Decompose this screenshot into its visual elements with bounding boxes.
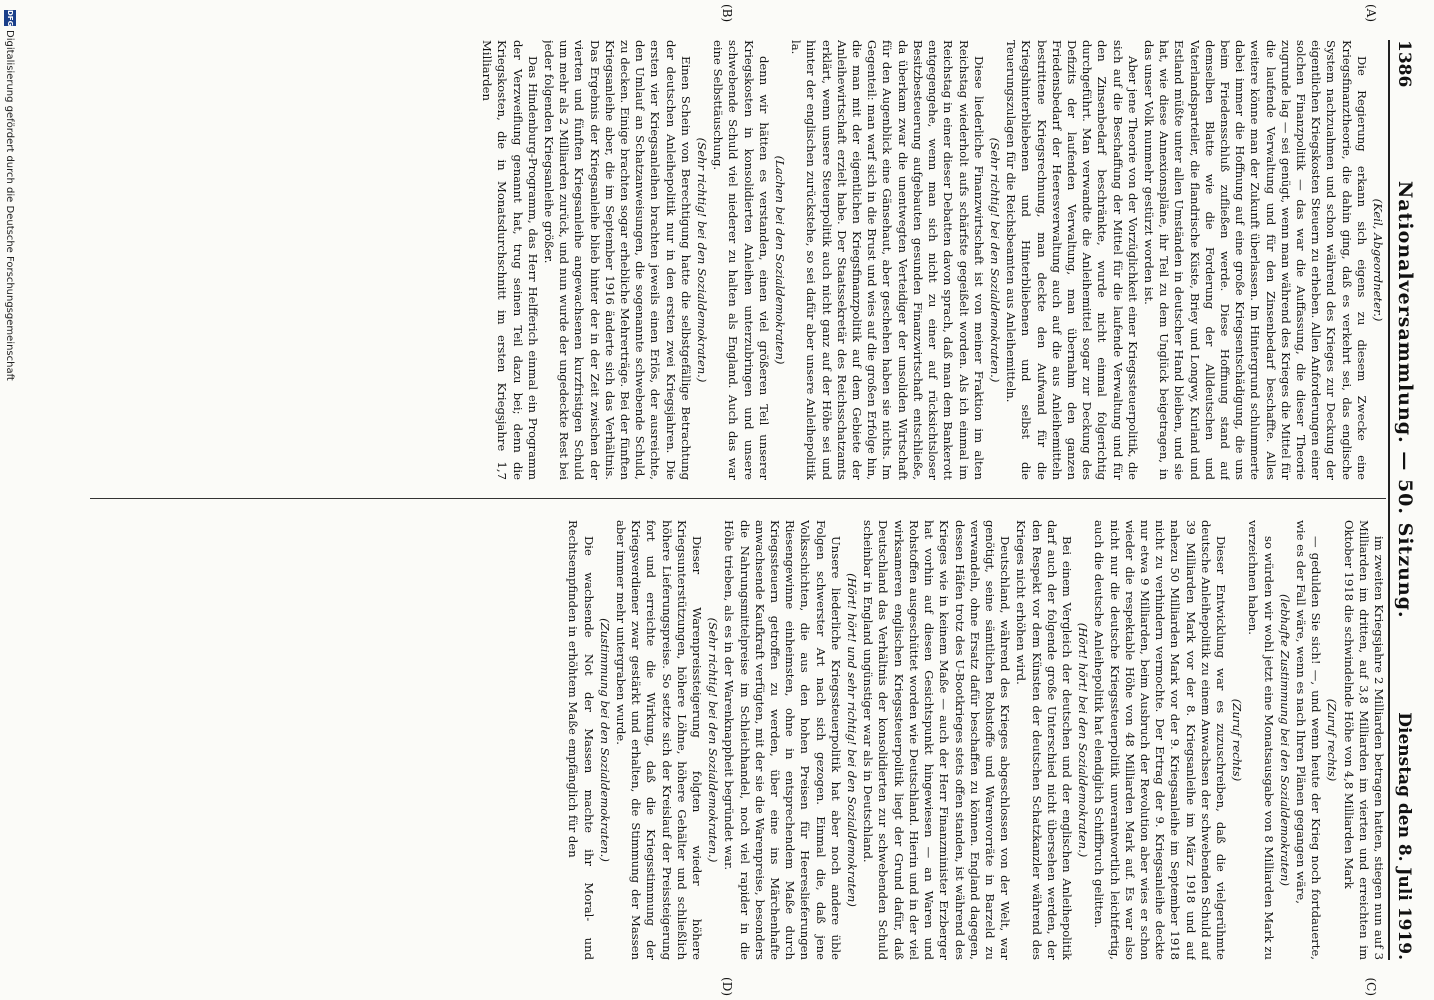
interjection: (Zuruf rechts) [1325, 698, 1340, 782]
paragraph: im zweiten Kriegsjahre 2 Milliarden betragen hatten, stiegen nun auf 3 Milliarden im dritten, auf 3,8 Milliarden im vierten und erreichten im Oktober 1918 die schwindelnde Höhe von 4,8 Milliarden Mark [1341, 520, 1386, 960]
paragraph: Unsere liederliche Kriegssteuerpolitik hat aber noch andere üble Folgen schwerster Art nach sich gezogen. Einmal die, daß jene Volksschichten, die aus den hohen Preisen für Heereslieferungen Riesengewinne einheimsten, ohne in entsprechendem Maße durch Kriegssteuern getroffen zu werden, über eine ins Märchenhafte anwachsende Kaufkraft verfügten, mit der sie die Warenpreise, besonders die Nahrungsmittelpreise im Schleichhandel, noch viel rapider in die Höhe trieben, als es in der Warenknappheit begründet war. [722, 520, 843, 960]
paragraph: Einen Schein von Berechtigung hatte die selbstgefällige Betrachtung der deutschen Anleihepolitik nur in den ersten zwei Kriegsjahren. Die ersten vier Kriegsanleihen brachten jeweils einen Erlös, der ausreichte, den Umlauf an Schatzanweisungen, die sogenannte schwebende Schuld, zu decken. Einige brachten sogar erhebliche Mehrerträge. Bei der fünften Kriegsanleihe aber, die im September 1916 änderte sich das Verhältnis. Das Ergebnis der Kriegsanleihe blieb hinter der in der Zeit zwischen der vierten und fünften Kriegsanleihe angewachsenen kurzfristigen Schuld um mehr als 2 Milliarden zurück, und nun wurde der ungedeckte Rest bei jeder folgenden Kriegsanleihe größer. [542, 40, 693, 480]
margin-mark-a: (A) [1364, 4, 1378, 23]
margin-mark-b: (B) [720, 4, 734, 23]
paragraph: Aber jene Theorie von der Vorzüglichkeit einer Kriegssteuerpolitik, die sich auf die Beschaffung der Mittel für die laufende Verwaltung und für den Zinsenbedarf beschränkte, wurde nicht einmal folgerichtig durchgeführt. Man verwandte die Anleihemittel sogar zur Deckung des Defizits der laufenden Verwaltung, man übernahm den ganzen Friedensbedarf der Heeresverwaltung auch auf die aus Anleihemitteln bestrittene Kriegsrechnung, man deckte den Aufwand für die Kriegshinterbliebenen und Hinterbliebenen und selbst die Teuerungszulagen für die Reichsbeamten aus Anleihemitteln. [1004, 40, 1140, 480]
speaker-label: (Keil, Abgeordneter.) [1371, 198, 1385, 322]
margin-mark-d: (D) [720, 977, 734, 996]
paragraph: Deutschland, während des Krieges abgeschlossen von der Welt, war genötigt, seine sämtlichen Rohstoffe und Warenvorräte in Barzeld zu verwandeln, ohne Ersatz dafür beschaffen zu können. England dagegen, dessen Häfen trotz des U-Bootkrieges stets offen standen, ist während des Krieges wie in keinem Maße — auch der Herr Finanzminister Erzberger hat vorhin auf diesen Gesichtspunkt hingewiesen — an Waren und Rohstoffen ausgeschüttet worden wie Deutschland. Hierin und in der viel wirksameren englischen Kriegssteuerpolitik liegt der Grund dafür, daß Deutschland das Verhältnis der konsolidierten zur schwebenden Schuld scheinbar in England ungünstiger war als in Deutschland. [861, 520, 1013, 960]
paragraph: Dieser Warenpreissteigerung folgten wieder höhere Kriegsunterstützungen, höhere Löhne, höhere Gehälter und schließlich höhere Lieferungspreise. So setzte sich der Kreislauf der Preissteigerung fort und erreichte die Wirkung, daß die Kriegsstimmung der Kriegsverdiener zwar gestärkt und erhalten, die Stimmung der Massen aber immer mehr untergraben wurde. [614, 520, 705, 960]
interjection: (Zustimmung bei den Sozialdemokraten.) [597, 618, 612, 862]
credit-text: Digitalisierung gefördert durch die Deutsche Forschungsgemeinschaft [4, 30, 16, 381]
paragraph: denn wir hätten es verstanden, einen viel größeren Teil unserer Kriegskosten in konsolidierten Anleihen unterzubringen und unsere schwebende Schuld viel niederer zu halten als England. Auch das war eine Selbsttäuschung. [711, 40, 771, 480]
interjection: (Sehr richtig! bei den Sozialdemokraten.) [706, 617, 721, 863]
paragraph: Die Regierung erkann sich eigens zu diesem Zwecke eine Kriegsfinanztheorie, die dahin ging, daß es verkehrt sei, das englische System nachzuahmen und schon während des Krieges zur Deckung der eigentlichen Kriegskosten Steuern zu erheben. Allen Anforderungen einer solchen Finanzpolitik — das war die Auffassung, die dieser Theorie zugrunde lag — sei genügt, wenn man während des Krieges die Mittel für die laufende Verwaltung und für den Zinsenbedarf beschaffte. Alles weitere könne man der Zukunft überlassen. Im Hintergrund schlummerte dabei immer die Hoffnung auf eine große Kriegsentschädigung, die uns beim Friedensschluß zufließen werde. Diese Hoffnung stand auf demselben Blatte wie die Forderung der Alldeutschen und Vaterlandsparteiler, die flandrische Küste, Briey und Longwy, Kurland und Estland müßte unter allen Umständen in deutscher Hand bleiben, und sie hat, wie diese Annexionspläne, ihr Teil zu dem Unglück beigetragen, in das unser Volk nunmehr gestürzt worden ist. [1141, 40, 1369, 480]
margin-mark-c: (C) [1364, 977, 1378, 996]
left-text-column [90, 40, 1386, 480]
dfg-logo-icon: DFG [6, 10, 14, 27]
interjection: (Hört! hört! und sehr richtig! bei den Sozialdemokraten) [845, 573, 860, 907]
interjection: (Sehr richtig! bei den Sozialdemokraten.) [987, 137, 1002, 383]
column-divider [90, 498, 1386, 499]
interjection: (lebhafte Zustimmung bei den Sozialdemokraten) [1277, 594, 1292, 886]
right-text-column [90, 520, 1386, 960]
paragraph: Diese liederliche Finanzwirtschaft ist von meiner Fraktion im alten Reichstag wiederholt aufs schärfste gegeißelt worden. Als ich einmal im Reichstag in einer dieser Debatten davon sprach, daß man dem Bankerott entgegengehe, wenn man sich nicht zu einer auf rücksichtsloser Besitzbesteuerung aufgebauten gesunden Finanzwirtschaft entschließe, da überkam zwar die unentwegten Verteidiger der unsoliden Wirtschaft für den Augenblick eine Gänsehaut, aber geschehen haben sie nichts. Im Gegenteil: man warf sich in die Brust und wies auf die großen Erfolge hin, die man mit der eigentlichen Kriegsfinanzpolitik auf dem Gebiete der Anleihewirtschaft erzielt habe. Der Staatssekretär des Reichsschatzamts erklärt, wenn unsere Steuerpolitik auch nicht ganz auf der Höhe sei und hinter der englischen zurückstehe, so sei dafür aber unsere Anleihepolitik la. [789, 40, 986, 480]
paragraph: so würden wir wohl jetzt eine Monatsausgabe von 8 Milliarden Mark zu verzeichnen haben. [1246, 520, 1276, 960]
page-number: 1386 [1394, 40, 1414, 88]
interjection: (Lachen bei den Sozialdemokraten) [773, 155, 788, 365]
paragraph: Dieser Entwicklung war es zuzuschreiben, daß die vielgerühmte deutsche Anleihepolitik zu einem Anwachsen der schwebenden Schuld auf 39 Milliarden Mark vor der 8. Kriegsanleihe im März 1918 und auf nahezu 50 Milliarden Mark vor der 9. Kriegsanleihe im September 1918 nicht zu verhindern vermochte. Der Ertrag der 9. Kriegsanleihe deckte nur etwa 9 Milliarden, beim Ausbruch der Revolution aber wies er schon wieder die respektable Höhe von 48 Milliarden Mark auf. Es war also nicht nur die deutsche Kriegssteuerpolitik unverantwortlich leichtfertig, auch die deutsche Anleihepolitik hat elendiglich Schiffbruch gelitten. [1092, 520, 1228, 960]
interjection: (Zuruf rechts) [1230, 698, 1245, 782]
paragraph: Die wachsende Not der Massen machte ihr Moral- und Rechtsempfinden in erhöhtem Maße empfänglich für den [566, 520, 596, 960]
interjection: (Hört! hört! bei den Sozialdemokraten.) [1076, 622, 1091, 858]
session-date: Dienstag den 8. Juli 1919. [1394, 712, 1414, 960]
page-title: Nationalversammlung. — 50. Sitzung. [1394, 180, 1416, 619]
digitization-credit [4, 10, 16, 381]
paragraph: Das Hindenburg-Programm, das Herr Helfferich einmal ein Programm der Verzweiflung genannt hat, trug seinen Teil dazu bei; denn die Kriegskosten, die in Monatsdurchschnitt im ersten Kriegsjahre 1,7 Milliarden [480, 40, 540, 480]
interjection: (Sehr richtig! bei den Sozialdemokraten.) [695, 137, 710, 383]
paragraph: Bei einem Vergleich der deutschen und der englischen Anleihepolitik darf auch der folgende große Unterschied nicht übersehen werden, der den Respekt vor dem Künsten der deutschen Schatzkanzler während des Krieges nicht erhöhen wird. [1014, 520, 1074, 960]
page-header [1388, 40, 1428, 960]
paragraph: — gedulden Sie sich! —, und wenn heute der Krieg noch fortdauerte, wie es der Fall wäre, wenn es nach Ihren Plänen gegangen wäre, [1293, 520, 1324, 960]
